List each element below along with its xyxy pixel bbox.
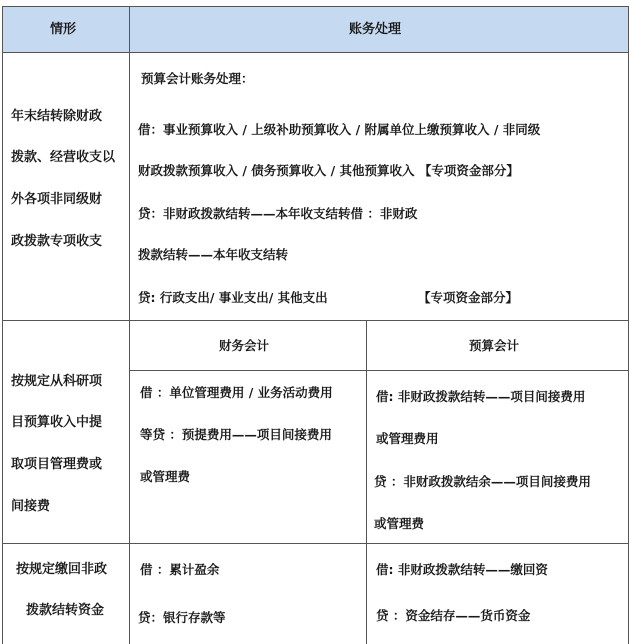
row1-line4: 拨款结转——本年收支结转 bbox=[138, 247, 289, 262]
row2-budget-line4: 或管理费 bbox=[374, 516, 425, 531]
row3-financial-line1: 借 ：累计盈余 bbox=[140, 562, 220, 577]
row2-budget-line1: 借: 非财政拨款结转——项目间接费用 bbox=[376, 389, 586, 404]
border-right bbox=[628, 6, 629, 644]
row2-budget-line3: 贷 ：非财政拨款结余——项目间接费用 bbox=[374, 474, 591, 489]
subheader-budget: 预算会计 bbox=[469, 338, 520, 353]
row2-situation-line2: 目预算收入中提 bbox=[11, 415, 103, 430]
border-subheader-bottom bbox=[129, 370, 629, 371]
row1-situation-line3: 外各项非同级财 bbox=[11, 192, 103, 207]
row1-intro: 预算会计账务处理： bbox=[141, 71, 254, 86]
border-fin-budget-divider bbox=[366, 320, 367, 644]
row3-situation-line1: 按规定缴回非政 bbox=[16, 562, 108, 577]
row2-financial-line2: 等贷 ：预提费用——项目间接费用 bbox=[140, 427, 332, 442]
row3-financial-line2: 贷：银行存款等 bbox=[138, 610, 226, 625]
row2-budget-line2: 或管理费用 bbox=[376, 431, 439, 446]
row1-line6: 【专项资金部分】 bbox=[418, 290, 519, 305]
row2-financial-line3: 或管理费 bbox=[140, 469, 191, 484]
subheader-financial: 财务会计 bbox=[219, 338, 270, 353]
header-accounting: 账务处理 bbox=[349, 22, 402, 37]
row3-budget-line2: 贷 ：资金结存——货币资金 bbox=[376, 608, 531, 623]
row2-situation-line3: 取项目管理费或 bbox=[11, 457, 103, 472]
row1-line3: 贷：非财政拨款结转——本年收支结转借 ：非财政 bbox=[138, 206, 418, 221]
row3-situation-line2: 拨款结转资金 bbox=[26, 603, 105, 618]
accounting-table bbox=[2, 6, 629, 644]
row1-line2: 财政拨款预算收入 / 债务预算收入 / 其他预算收入 【专项资金部分】 bbox=[138, 163, 519, 178]
border-header-bottom bbox=[2, 52, 629, 53]
row1-line5: 贷: 行政支出/ 事业支出/ 其他支出 bbox=[138, 290, 328, 305]
row2-situation-line1: 按规定从科研项 bbox=[11, 374, 103, 389]
header-situation: 情形 bbox=[50, 22, 77, 37]
row2-financial-line1: 借 ：单位管理费用 / 业务活动费用 bbox=[140, 385, 333, 400]
border-row1-bottom bbox=[2, 320, 629, 321]
row3-budget-line1: 借: 非财政拨款结转——缴回资 bbox=[376, 562, 548, 577]
header-row-bg bbox=[2, 6, 629, 53]
border-col-divider bbox=[129, 6, 130, 644]
row1-situation-line4: 政拨款专项收支 bbox=[11, 234, 103, 249]
border-left bbox=[2, 6, 3, 644]
row1-line1: 借：事业预算收入 / 上级补助预算收入 / 附属单位上缴预算收入 / 非同级 bbox=[138, 122, 541, 137]
border-row2-bottom bbox=[2, 543, 629, 544]
row1-situation-line1: 年末结转除财政 bbox=[11, 109, 103, 124]
border-top bbox=[2, 6, 629, 7]
row1-situation-line2: 拨款、经营收支以 bbox=[11, 150, 116, 165]
row2-situation-line4: 间接费 bbox=[11, 499, 51, 514]
